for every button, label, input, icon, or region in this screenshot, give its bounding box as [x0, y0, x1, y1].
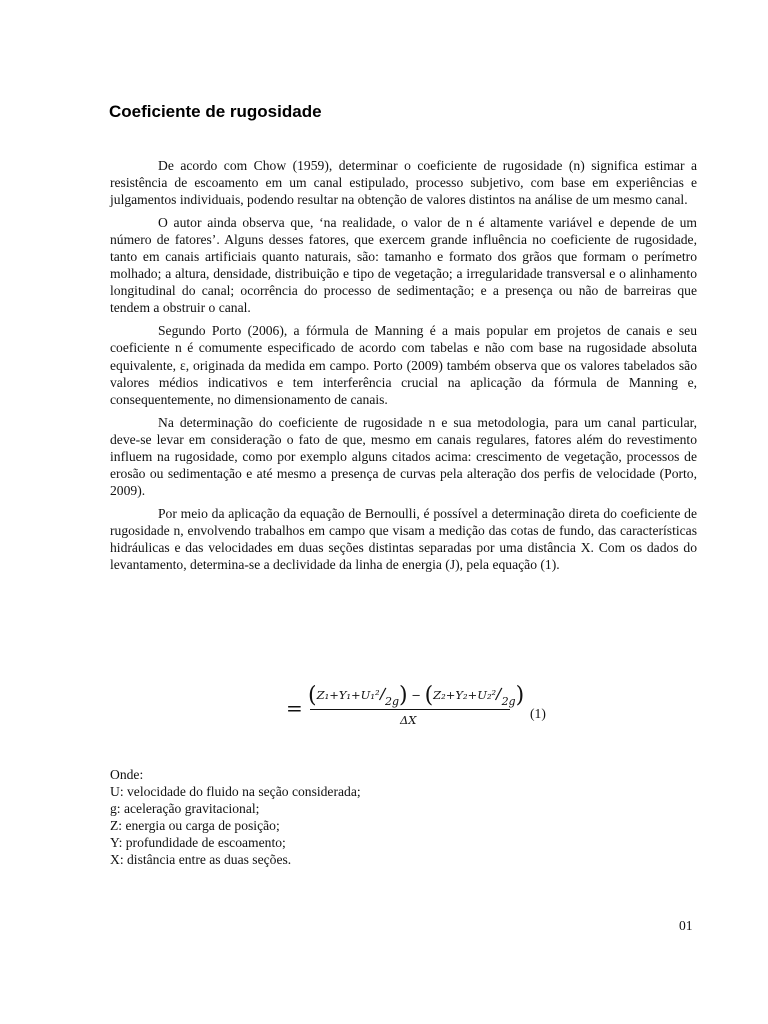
paragraph: O autor ainda observa que, ‘na realidade, o valor de n é altamente variável e depende de um número de fatores’. Alguns desses fatores, que exercem grande influência no coeficiente de rugosidade, tanto em canais artificiais quanto naturais, são: tamanho e formato dos grãos que formam o perímetro molhado; a altura, densidade, distribuição e tipo de vegetação; a irregularidade transversal e o alinhamento longitudinal do canal; ocorrência do processo de sedimentação; e a presença ou não de barreiras que tendem a obstruir o canal.	[110, 215, 697, 316]
equation-equals: =	[286, 696, 303, 720]
paragraph: Na determinação do coeficiente de rugosidade n e sua metodologia, para um canal particular, deve-se levar em consideração o fato de que, mesmo em canais regulares, fatores além do revestimento influem na rugosidade, como por exemplo alguns citados acima: crescimento de vegetação, processos de erosão ou sedimentação e até mesmo a presença de curvas pela alteração dos perfis de velocidade (Porto, 2009).	[110, 414, 697, 498]
definition-item: X: distância entre as duas seções.	[110, 852, 292, 868]
numerator-left-term: Z₁+Y₁+U₁²	[316, 688, 380, 702]
equation-minus: −	[411, 688, 421, 702]
equation-denominator: ΔX	[400, 713, 417, 727]
equation-label: (1)	[530, 706, 546, 721]
body-text	[110, 157, 697, 579]
section-heading: Coeficiente de rugosidade	[109, 102, 322, 121]
definitions-heading: Onde:	[110, 767, 144, 782]
definition-item: Z: energia ou carga de posição;	[110, 818, 280, 834]
definition-item: Y: profundidade de escoamento;	[110, 835, 286, 851]
fraction-bar	[310, 709, 510, 710]
numerator-right-term: Z₂+Y₂+U₂²	[433, 688, 497, 702]
two-g-right: 2g	[501, 695, 516, 708]
paragraph: De acordo com Chow (1959), determinar o coeficiente de rugosidade (n) significa estimar a resistência de escoamento em um canal estipulado, processo subjetivo, com base em experiências e julgamentos individuais, podendo resultar na obtenção de valores distintos na análise de um mesmo canal.	[110, 158, 697, 208]
variable-definitions	[110, 766, 361, 869]
definition-item: g: aceleração gravitacional;	[110, 801, 260, 817]
definition-item: U: velocidade do fluido na seção considerada;	[110, 784, 361, 800]
page-number: 01	[679, 918, 693, 933]
paragraph: Segundo Porto (2006), a fórmula de Manning é a mais popular em projetos de canais e seu coeficiente n é comumente especificado de acordo com tabelas e não com base na rugosidade absoluta equivalente, ε, originada da medida em campo. Porto (2009) também observa que os valores tabelados são valores médios indicativos e tem interferência crucial na aplicação da fórmula de Manning e, consequentemente, no dimensionamento de canais.	[110, 323, 697, 407]
equation-numerator: (Z₁+Y₁+U₁²/2g) − (Z₂+Y₂+U₂²/2g)	[308, 683, 525, 708]
equation-1	[286, 676, 586, 736]
paragraph: Por meio da aplicação da equação de Bernoulli, é possível a determinação direta do coeficiente de rugosidade n, envolvendo trabalhos em campo que visam a medição das cotas de fundo, das características hidráulicas e das velocidades em duas seções distintas separadas por uma distância X. Com os dados do levantamento, determina-se a declividade da linha de energia (J), pela equação (1).	[110, 505, 697, 573]
two-g-left: 2g	[384, 695, 400, 708]
